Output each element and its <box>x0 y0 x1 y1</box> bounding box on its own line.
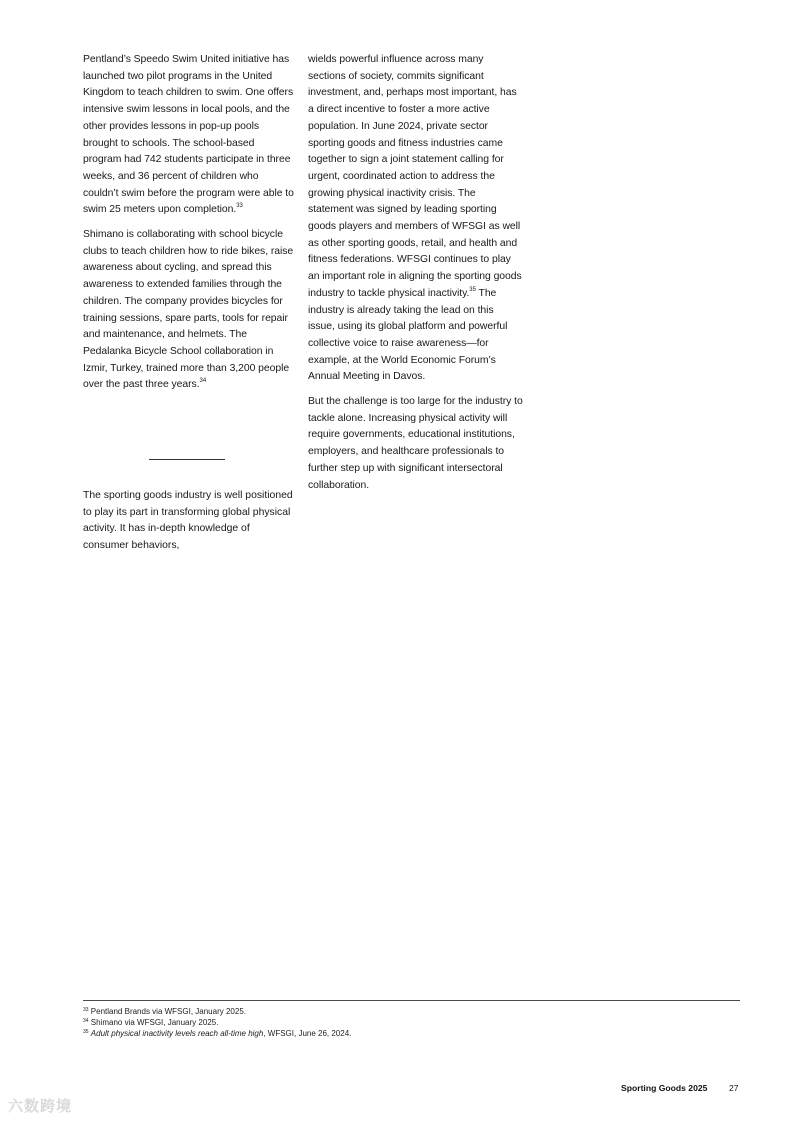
right-column <box>308 52 523 502</box>
footnote-34: $^{34}$ Shimano via WFSGI, January 2025. <box>83 1018 219 1027</box>
watermark: 六数跨境 <box>8 1098 73 1115</box>
section-divider <box>149 459 225 460</box>
paragraph-shimano: Shimano is collaborating with school bicycle clubs to teach children how to ride bikes, raise awareness about cycling, and spread this awareness to extended families through the children. The company provides bicycles for training sessions, spare parts, tools for repair and maintenance, and helmets. The Pedalanka Bicycle School collaboration in Izmir, Turkey, trained more than 3,200 people over the past three years.$^{34}$ <box>83 229 294 391</box>
paragraph-industry-influence: wields powerful influence across many sections of society, commits significant investment, and, perhaps most important, has a direct incentive to foster a more active population. In June 2024, private sector sporting goods and fitness industries came together to sign a joint statement calling for urgent, coordinated action to address the growing physical inactivity crisis. The statement was signed by leading sporting goods players and members of WFSGI as well as other sporting goods, retail, and health and fitness federations. WFSGI continues to play an important role in aligning the sporting goods industry to tackle physical inactivity.$^{35}$ The industry is already taking the lead on this issue, using its global platform and powerful collective voice to raise awareness—for example, at the World Economic Forum’s Annual Meeting in Davos. <box>308 54 522 383</box>
footnote-35-title[interactable]: Adult physical inactivity levels reach all-time high <box>90 1029 264 1038</box>
footnote-35: $^{35}$ Adult physical inactivity levels reach all-time high, WFSGI, June 26, 2024. <box>83 1029 352 1038</box>
footnote-ref-33[interactable]: 33 <box>236 203 243 210</box>
paragraph-industry-position: The sporting goods industry is well positioned to play its part in transforming global physical activity. It has in-depth knowledge of consumer behaviors, <box>83 490 293 552</box>
footnote-ref-34[interactable]: 34 <box>199 378 207 385</box>
paragraph-speedo: Pentland’s Speedo Swim United initiative has launched two pilot programs in the United Kingdom to teach children to swim. One offers intensive swim lessons in local pools, and the other provides lessons in pop-up pools brought to schools. The school-based program had 742 students participate in three weeks, and 36 percent of children who couldn’t swim before the program were able to swim 25 meters upon completion.$^{33}$ <box>83 54 294 216</box>
footnote-rule <box>83 1000 740 1001</box>
left-column <box>83 52 295 402</box>
footnotes <box>83 1006 740 1039</box>
footer-title: Sporting Goods 2025 <box>621 1083 708 1093</box>
footnote-ref-35[interactable]: 35 <box>469 286 476 293</box>
page-number: 27 <box>729 1083 739 1093</box>
paragraph-challenge: But the challenge is too large for the industry to tackle alone. Increasing physical activity will require governments, educational institutions, employers, and healthcare professionals to further step up with significant intersectoral collaboration. <box>308 396 523 491</box>
footnote-33: $^{33}$ Pentland Brands via WFSGI, January 2025. <box>83 1007 246 1016</box>
